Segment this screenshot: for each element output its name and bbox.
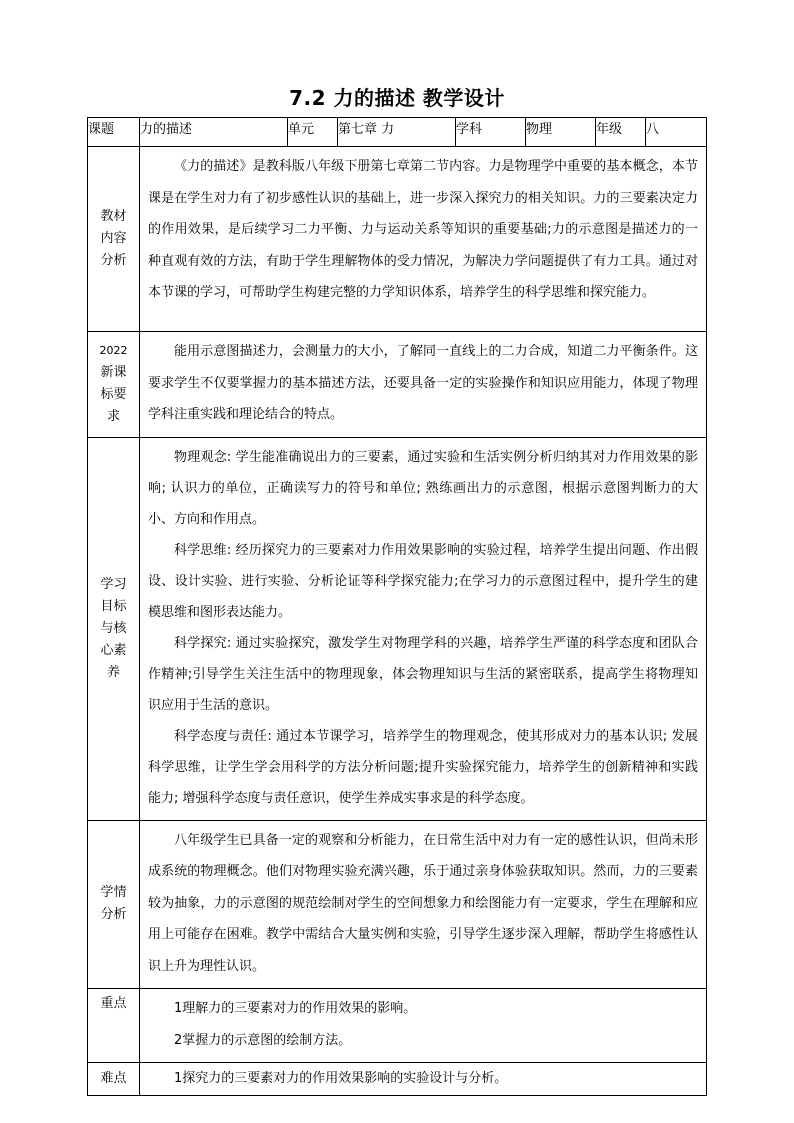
grade-label: 年级 bbox=[596, 118, 646, 147]
section-content bbox=[140, 147, 707, 332]
topic-value: 力的描述 bbox=[140, 118, 288, 147]
unit-value: 第七章 力 bbox=[338, 118, 456, 147]
unit-label: 单元 bbox=[288, 118, 338, 147]
paragraph: 1理解力的三要素对力的作用效果的影响。 bbox=[174, 1001, 417, 1016]
section-content bbox=[140, 820, 707, 989]
section-label: 重点 bbox=[88, 989, 140, 1063]
section-content bbox=[140, 437, 707, 820]
subject-label: 学科 bbox=[456, 118, 526, 147]
section-label: 难点 bbox=[88, 1063, 140, 1096]
paragraph: 1探究力的三要素对力的作用效果影响的实验设计与分析。 bbox=[174, 1071, 508, 1086]
section-standard bbox=[88, 332, 707, 438]
subject-value: 物理 bbox=[526, 118, 596, 147]
section-difficulty bbox=[88, 1063, 707, 1096]
section-content bbox=[140, 1063, 707, 1096]
header-row bbox=[88, 118, 707, 147]
section-learner bbox=[88, 820, 707, 989]
section-label: 2022 新课 标要 求 bbox=[88, 332, 140, 438]
section-key bbox=[88, 989, 707, 1063]
section-content bbox=[140, 332, 707, 438]
paragraph: 科学思维: 经历探究力的三要素对力作用效果影响的实验过程，培养学生提出问题、作出假设、设计实验、进行实验、分析论证等科学探究能力;在学习力的示意图过程中，提升学生的建模思维和图形表达能力。 bbox=[148, 542, 698, 620]
topic-label: 课题 bbox=[88, 118, 140, 147]
section-label: 学情 分析 bbox=[88, 820, 140, 989]
section-label: 教材 内容 分析 bbox=[88, 147, 140, 332]
paragraph: 能用示意图描述力，会测量力的大小，了解同一直线上的二力合成，知道二力平衡条件。这要求学生不仅要掌握力的基本描述方法，还要具备一定的实验操作和知识应用能力，体现了物理学科注重实践和理论结合的特点。 bbox=[148, 344, 698, 422]
paragraph: 八年级学生已具备一定的观察和分析能力，在日常生活中对力有一定的感性认识，但尚未形成系统的物理概念。他们对物理实验充满兴趣，乐于通过亲身体验获取知识。然而，力的三要素较为抽象，力的示意图的规范绘制对学生的空间想象力和绘图能力有一定要求，学生在理解和应用上可能存在困难。教学中需结合大量实例和实验，引导学生逐步深入理解，帮助学生将感性认识上升为理性认识。 bbox=[148, 832, 698, 974]
section-content bbox=[140, 989, 707, 1063]
lesson-plan-table bbox=[87, 117, 707, 1096]
grade-value: 八 bbox=[646, 118, 707, 147]
section-objectives bbox=[88, 437, 707, 820]
paragraph: 科学探究: 通过实验探究，激发学生对物理学科的兴趣，培养学生严谨的科学态度和团队合作精神;引导学生关注生活中的物理现象，体会物理知识与生活的紧密联系，提高学生将物理知识应用于生活的意识。 bbox=[148, 635, 698, 713]
paragraph: 物理观念: 学生能准确说出力的三要素，通过实验和生活实例分析归纳其对力作用效果的影响; 认识力的单位，正确读写力的符号和单位; 熟练画出力的示意图，根据示意图判断力的大小、方向和作用点。 bbox=[148, 449, 698, 527]
section-material bbox=[88, 147, 707, 332]
section-label: 学习 目标 与核 心素 养 bbox=[88, 437, 140, 820]
paragraph: 科学态度与责任: 通过本节课学习，培养学生的物理观念，使其形成对力的基本认识; 发展科学思维，让学生学会用科学的方法分析问题;提升实验探究能力，培养学生的创新精神和实践能力; 增强科学态度与责任意识，使学生养成实事求是的科学态度。 bbox=[148, 728, 698, 806]
paragraph: 《力的描述》是教科版八年级下册第七章第二节内容。力是物理学中重要的基本概念，本节课是在学生对力有了初步感性认识的基础上，进一步深入探究力的相关知识。力的三要素决定力的作用效果，是后续学习二力平衡、力与运动关系等知识的重要基础;力的示意图是描述力的一种直观有效的方法，有助于学生理解物体的受力情况，为解决力学问题提供了有力工具。通过对本节课的学习，可帮助学生构建完整的力学知识体系，培养学生的科学思维和探究能力。 bbox=[148, 159, 698, 300]
page-title: 7.2 力的描述 教学设计 bbox=[289, 86, 505, 110]
paragraph: 2掌握力的示意图的绘制方法。 bbox=[174, 1032, 352, 1048]
